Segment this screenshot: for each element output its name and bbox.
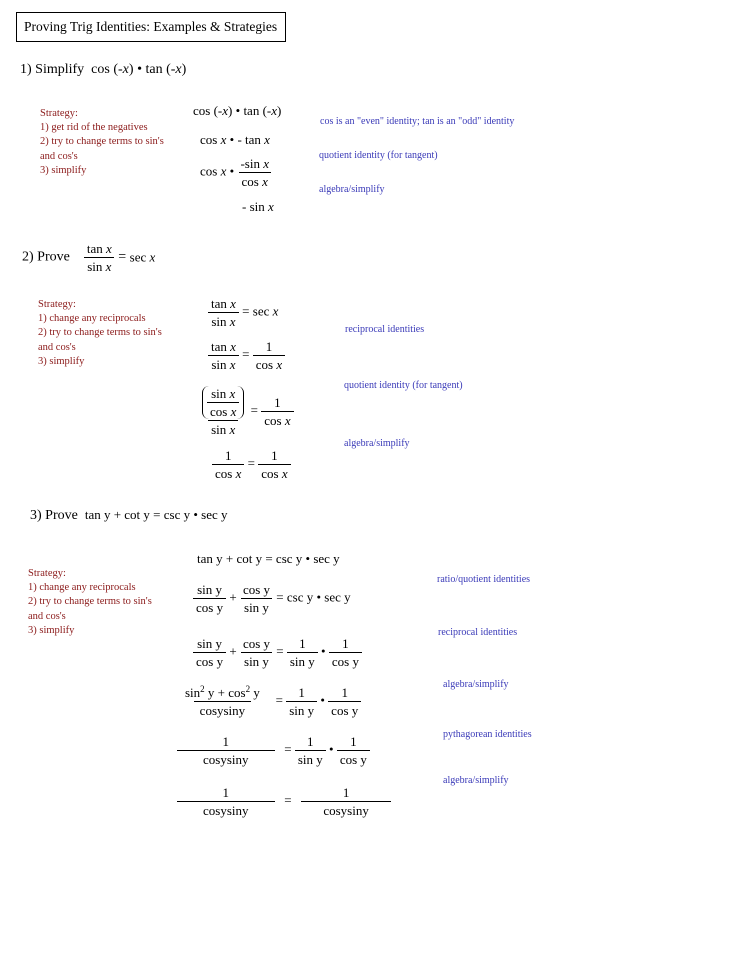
fraction: $\frac{1}{\text{cos x}}$ [258, 448, 290, 481]
problem-3-note-4: pythagorean identities [443, 729, 532, 740]
problem-3-strategy: Strategy: 1) change any reciprocals 2) try to change terms to sin's and cos's 3) simplify [28, 568, 152, 636]
fraction: $\frac{1}{\text{cos y}}$ [328, 685, 361, 718]
problem-2-strategy: Strategy: 1) change any reciprocals 2) try to change terms to sin's and cos's 3) simplify [38, 299, 162, 367]
problem-2-note-1: reciprocal identities [345, 324, 425, 335]
problem-3-step-3: $\frac{\text{sin y}}{\text{cos y}}$ + $\frac{\text{cos y}}{\text{sin y}}$ = $\frac{1}{\text{sin y}}$ • $\frac{1}{\text{cos y}}$ [193, 636, 362, 669]
problem-2-note-2: quotient identity (for tangent) [344, 380, 463, 391]
problem-3-step-2: $\frac{\text{sin y}}{\text{cos y}}$ + $\frac{\text{cos y}}{\text{sin y}}$ = csc y • sec y [193, 582, 351, 615]
fraction: $\frac{1}{\text{cos y}}$ [329, 636, 362, 669]
problem-1-label: 1) Simplify [20, 62, 85, 77]
problem-3-note-3: algebra/simplify [443, 679, 509, 690]
fraction: $\frac{\text{tan x}}{\text{sin x}}$ [84, 241, 115, 274]
problem-1-step-2: cos x • - tan x [200, 132, 270, 147]
problem-3-step-1: tan y + cot y = csc y • sec y [197, 551, 340, 566]
fraction: $\frac{\text{-sin x}}{\text{cos x}}$ [240, 156, 269, 189]
problem-2-label: 2) Prove [22, 249, 70, 265]
fraction: $\frac{\text{cos y}}{\text{sin y}}$ [242, 582, 271, 615]
problem-1-note-3: algebra/simplify [319, 184, 385, 195]
problem-3-statement: 3) Prove tan y + cot y = csc y • sec y [30, 507, 228, 523]
fraction: $\frac{\text{tan x}}{\text{sin x}}$ [208, 296, 239, 329]
problem-3-step-5: $\frac{1}{\text{cosysiny}}$ = $\frac{1}{\text{sin y}}$ • $\frac{1}{\text{cos y}}$ [177, 734, 370, 767]
fraction: $\frac{1}{\text{cos x}}$ [212, 448, 244, 481]
problem-3-step-4: $\frac{\sin^2 y + \cos^2 y}{\text{cosysiny}}$ = $\frac{1}{\text{sin y}}$ • $\frac{1}{\text{cos y}}$ [179, 685, 361, 718]
problem-3-note-2: reciprocal identities [438, 627, 518, 638]
problem-1-strategy: Strategy: 1) get rid of the negatives 2) try to change terms to sin's and cos's 3) simplify [40, 108, 164, 176]
parenthesized-fraction: $\frac{\text{sin x}}{\text{cos x}}$ [202, 386, 244, 419]
fraction: $\frac{\sin^2 y + \cos^2 y}{\text{cosysiny}}$ [185, 684, 260, 718]
problem-1-step-4: - sin x [242, 199, 274, 214]
problem-3-step-6: $\frac{1}{\text{cosysiny}}$ = $\frac{1}{\text{cosysiny}}$ [177, 785, 391, 818]
fraction: $\frac{\text{tan x}}{\text{sin x}}$ [208, 339, 239, 372]
fraction: $\frac{1}{\text{cos x}}$ [261, 395, 293, 428]
problem-1-statement: 1) Simplify cos (-x) • tan (-x) [20, 62, 187, 77]
problem-3-note-5: algebra/simplify [443, 775, 509, 786]
fraction: $\frac{1}{\text{cosysiny}}$ [177, 785, 275, 818]
problem-2-step-4: $\frac{1}{\text{cos x}}$ = $\frac{1}{\text{cos x}}$ [212, 448, 291, 481]
fraction: $\frac{\text{sin y}}{\text{cos y}}$ [193, 636, 226, 669]
fraction: $\frac{1}{\text{cos y}}$ [337, 734, 370, 767]
problem-2-note-3: algebra/simplify [344, 438, 410, 449]
problem-2-step-1: $\frac{\text{tan x}}{\text{sin x}}$ = sec x [208, 296, 278, 329]
fraction: $\frac{1}{\text{cosysiny}}$ [301, 785, 391, 818]
fraction: $\frac{\text{cos y}}{\text{sin y}}$ [242, 636, 271, 669]
fraction: $\frac{\frac{\text{sin x}}{\text{cos x}}}{\text{sin x}}$ [199, 386, 247, 437]
problem-3-note-1: ratio/quotient identities [437, 574, 531, 585]
fraction: $\frac{1}{\text{sin y}}$ [286, 685, 317, 718]
problem-1-step-1: cos (-x) • tan (-x) [193, 103, 282, 118]
fraction: $\frac{1}{\text{sin y}}$ [287, 636, 318, 669]
problem-1-note-2: quotient identity (for tangent) [319, 150, 438, 161]
problem-1-note-1: cos is an "even" identity; tan is an "odd" identity [320, 116, 515, 127]
problem-2-step-3: $\frac{\frac{\text{sin x}}{\text{cos x}}}{\text{sin x}}$ = $\frac{1}{\text{cos x}}$ [199, 386, 294, 437]
problem-3-label: 3) Prove [30, 508, 78, 523]
fraction: $\frac{1}{\text{sin y}}$ [295, 734, 326, 767]
problem-1-step-3: cos x • $\frac{\text{-sin x}}{\text{cos x}}$ [200, 156, 272, 189]
fraction: $\frac{\text{sin y}}{\text{cos y}}$ [193, 582, 226, 615]
fraction: $\frac{1}{\text{cosysiny}}$ [177, 734, 275, 767]
fraction: $\frac{1}{\text{cos x}}$ [253, 339, 285, 372]
problem-2-step-2: $\frac{\text{tan x}}{\text{sin x}}$ = $\frac{1}{\text{cos x}}$ [208, 339, 285, 372]
page-title: Proving Trig Identities: Examples & Strategies [16, 12, 286, 42]
problem-2-statement: 2) Prove $\frac{\text{tan x}}{\text{sin x}}$ = sec x [22, 241, 156, 274]
